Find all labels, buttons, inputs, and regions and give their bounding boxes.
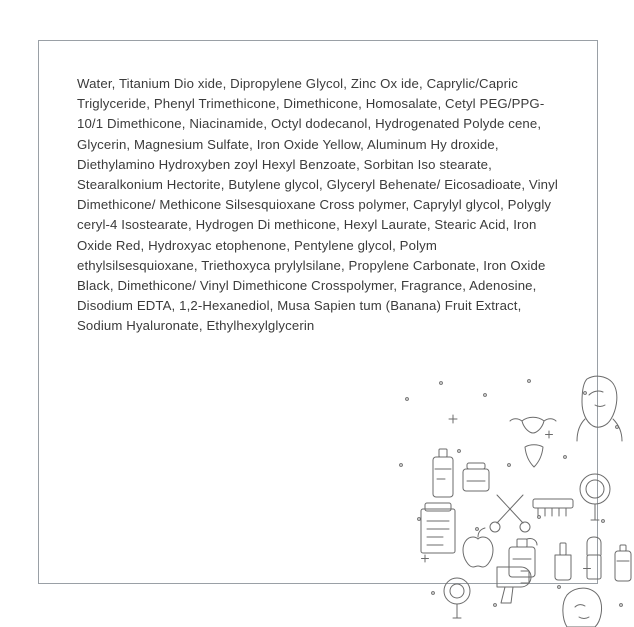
cosmetic-bottle-icon [615,545,631,581]
hand-mirror-icon [444,578,470,618]
ingredients-list-text: Water, Titanium Dio xide, Dipropylene Glycol, Zinc Ox ide, Caprylic/Capric Triglyceride, Phenyl Trimethicone, Dimethicone, Homosalate, Cetyl PEG/PPG-10/1 Dimethicone, Niacinamide, Octyl dodecanol, Hydrogenated Polyde cene, Glycerin, Magnesium Sulfate, Iron Oxide Yellow, Aluminum Hy droxide, Diethylamino Hydroxyben zoyl Hexyl Benzoate, Sorbitan Iso stearate, Stearalkonium Hectorite, Butylene glycol, Glyceryl Behenate/ Eicosadioate, Vinyl Dimethicone/ Methicone Silsesquioxane Cross polymer, Caprylyl glycol, Polygly ceryl-4 Isostearate, Hydrogen Di methicone, Hexyl Laurate, Stearic Acid, Iron Oxide Red, Hydroxyac etophenone, Pentylene glycol, Polym ethylsilsesquioxane, Triethoxyca prylylsilane, Propylene Carbonate, Iron Oxide Black, Dimethicone/ Vinyl Dimethicone Crosspolymer, Fragrance, Adenosine, Disodium EDTA, 1,2-Hexanediol, Musa Sapien tum (Banana) Fruit Extract, Sodium Hyaluronate, Ethylhexylglycerin [77,76,562,334]
woman-face-icon [563,588,602,627]
